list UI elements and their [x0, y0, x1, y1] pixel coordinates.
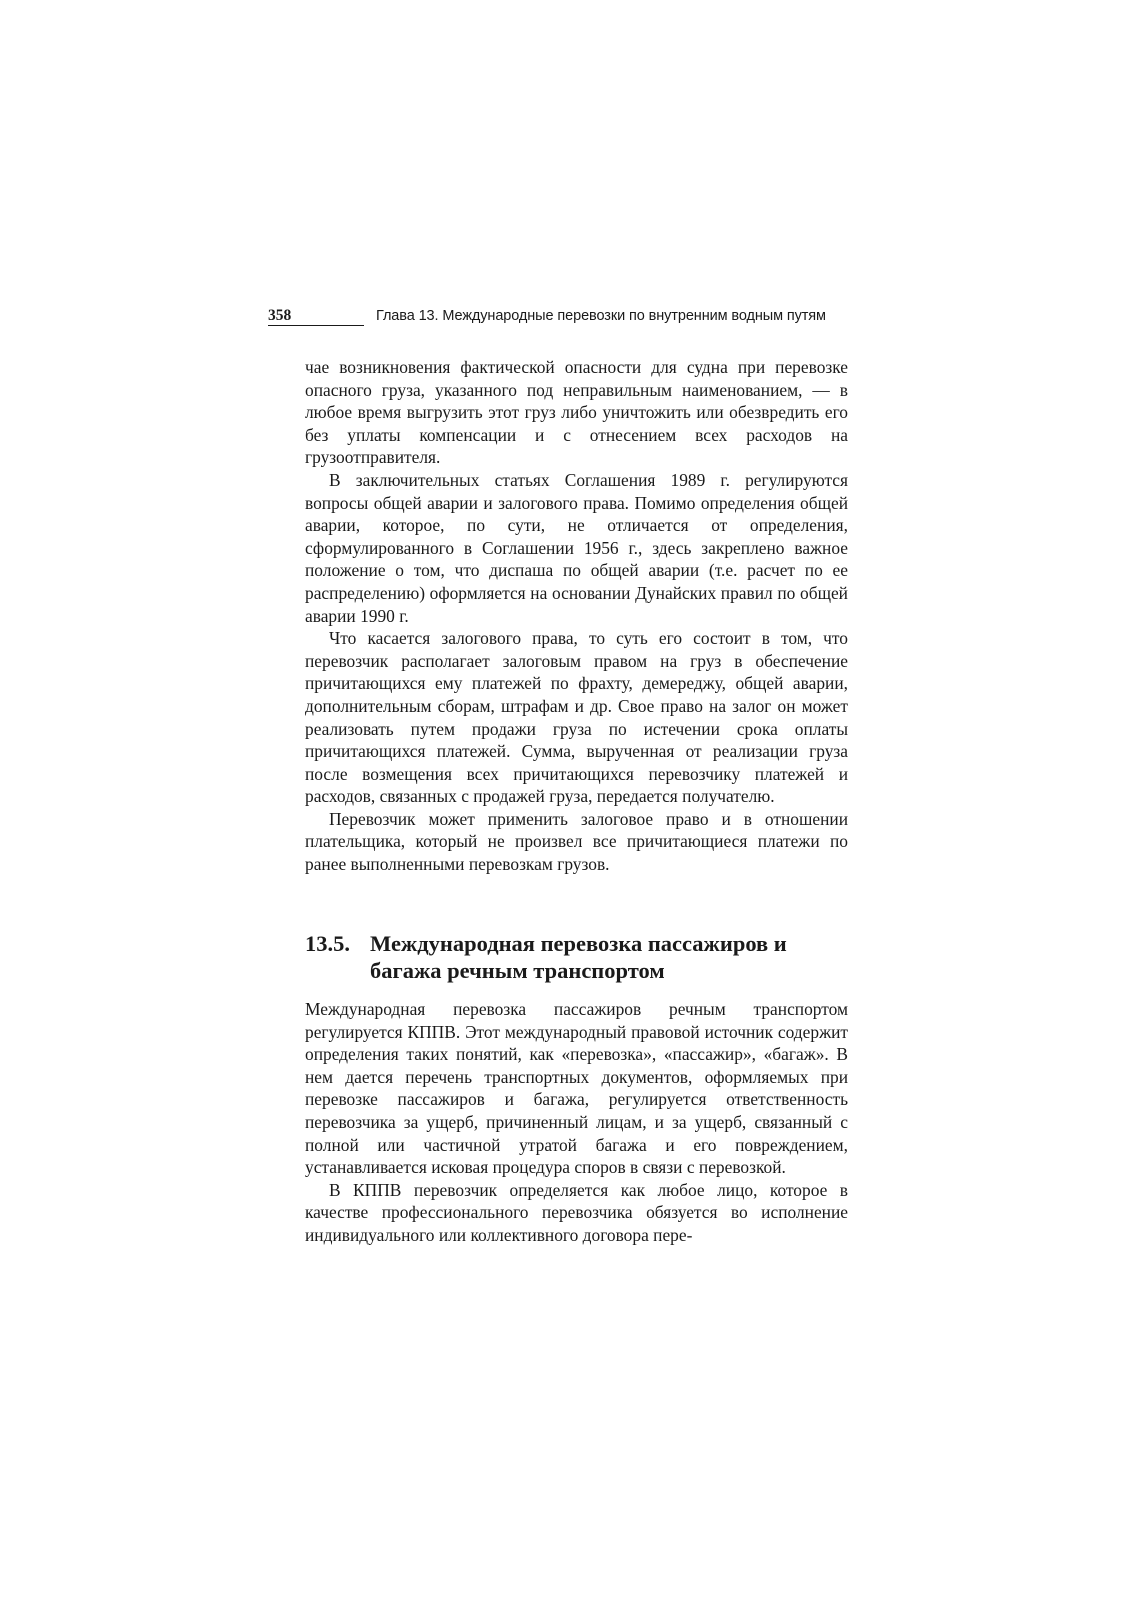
paragraph: Международная перевозка пассажиров речным транспортом регулируется КППВ. Этот международный правовой источник содержит определения таких понятий, как «перевозка», «пассажир», «багаж». В нем дается перечень транспортных документов, оформляемых при перевозке пассажиров и багажа, регулируется ответственность перевозчика за ущерб, причиненный лицам, и за ущерб, связанный с полной или частичной утратой багажа и его повреждением, устанавливается исковая процедура споров в связи с перевозкой. [305, 999, 848, 1178]
body-text-top [305, 356, 848, 876]
body-text-section [305, 998, 848, 1247]
running-head [268, 306, 848, 328]
header-rule [268, 325, 364, 326]
paragraph: В заключительных статьях Соглашения 1989 г. регулируются вопросы общей аварии и залогового права. Помимо определения общей аварии, которое, по сути, не отличается от определения, сформулированного в Соглашении 1956 г., здесь закреплено важное положение о том, что диспаша по общей аварии (т.е. расчет по ее распределению) оформляется на основании Дунайских правил по общей аварии 1990 г. [305, 469, 848, 626]
paragraph: Перевозчик может применить залоговое право и в отношении плательщика, который не произвел все причитающиеся платежи по ранее выполненными перевозкам грузов. [305, 808, 848, 875]
paragraph: Что касается залогового права, то суть его состоит в том, что перевозчик располагает залоговым правом на груз в обеспечение причитающихся ему платежей по фрахту, демереджу, общей аварии, дополнительным сборам, штрафам и др. Свое право на залог он может реализовать путем продажи груза по истечении срока оплаты причитающихся платежей. Сумма, вырученная от реализации груза после возмещения всех причитающихся перевозчику платежей и расходов, связанных с продажей груза, передается получателю. [305, 628, 848, 807]
paragraph: В КППВ перевозчик определяется как любое лицо, которое в качестве профессионального перевозчика обязуется во исполнение индивидуального или коллективного договора пере- [305, 1179, 848, 1245]
section-title: Международная перевозка пассажиров и багажа речным транспортом [370, 931, 787, 983]
page-number: 358 [268, 307, 292, 324]
chapter-title: Глава 13. Международные перевозки по внутренним водным путям [376, 308, 826, 324]
paragraph: чае возникновения фактической опасности для судна при перевозке опасного груза, указанного под неправильным наименованием, — в любое время выгрузить этот груз либо уничтожить или обезвредить его без уплаты компенсации и с отнесением всех расходов на грузоотправителя. [305, 357, 848, 468]
section-number: 13.5. [305, 931, 350, 956]
